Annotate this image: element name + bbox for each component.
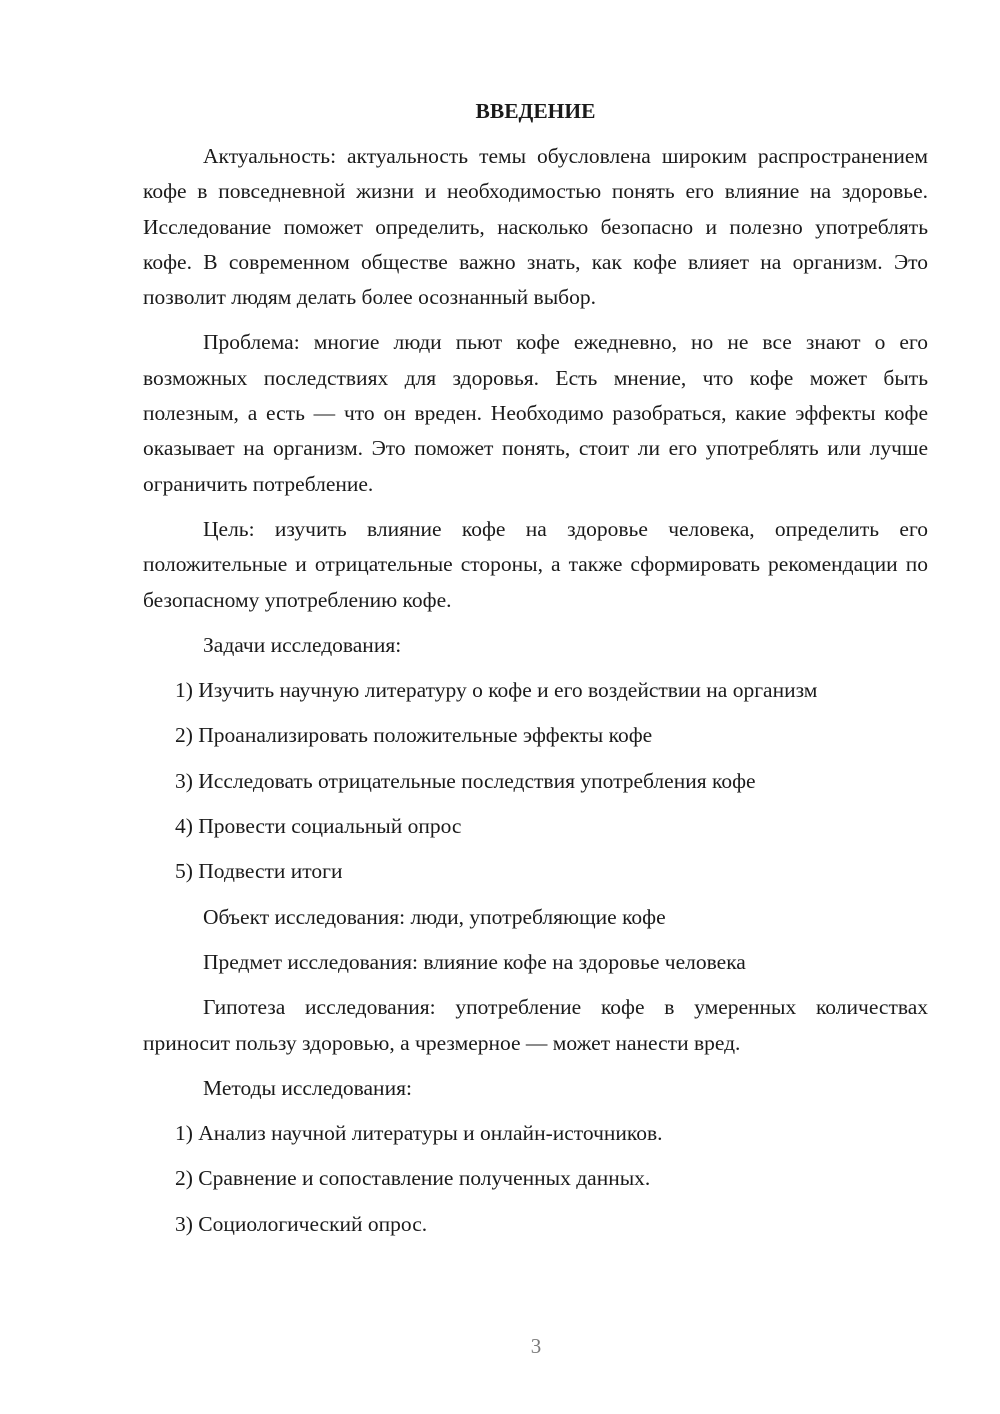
task-item-2: 2) Проанализировать положительные эффекты кофе [175,723,653,748]
task-item-5: 5) Подвести итоги [175,859,343,884]
problem-paragraph: Проблема: многие люди пьют кофе ежедневно, но не все знают о его возможных последствиях для здоровья. Есть мнение, что кофе может быть полезным, а есть — что он вреден. Необходимо разобраться, какие эффекты кофе оказывает на организм. Это поможет понять, стоит ли его употреблять или лучше ограничить потребление. [143,330,928,496]
method-item-2: 2) Сравнение и сопоставление полученных данных. [175,1166,651,1191]
hypothesis-paragraph: Гипотеза исследования: употребление кофе в умеренных количествах приносит пользу здоровью, а чрезмерное — может нанести вред. [143,995,928,1055]
method-item-3: 3) Социологический опрос. [175,1211,428,1236]
research-object: Объект исследования: люди, употребляющие кофе [203,904,666,929]
methods-heading: Методы исследования: [203,1075,412,1100]
relevance-paragraph: Актуальность: актуальность темы обусловлена широким распространением кофе в повседневной жизни и необходимостью понять его влияние на здоровье. Исследование поможет определить, насколько безопасно и полезно употреблять кофе. В современном обществе важно знать, как кофе влияет на организм. Это позволит людям делать более осознанный выбор. [143,144,928,310]
method-item-1: 1) Анализ научной литературы и онлайн-источников. [175,1121,663,1146]
page-number: 3 [530,1334,542,1358]
task-item-4: 4) Провести социальный опрос [175,814,462,839]
task-item-1: 1) Изучить научную литературу о кофе и его воздействии на организм [175,678,818,703]
research-subject: Предмет исследования: влияние кофе на здоровье человека [203,949,746,974]
page-title: ВВЕДЕНИЕ [475,99,596,123]
tasks-heading: Задачи исследования: [203,632,402,657]
task-item-3: 3) Исследовать отрицательные последствия употребления кофе [175,768,756,793]
page-content [143,94,928,1252]
goal-paragraph: Цель: изучить влияние кофе на здоровье человека, определить его положительные и отрицательные стороны, а также сформировать рекомендации по безопасному употреблению кофе. [143,516,928,612]
